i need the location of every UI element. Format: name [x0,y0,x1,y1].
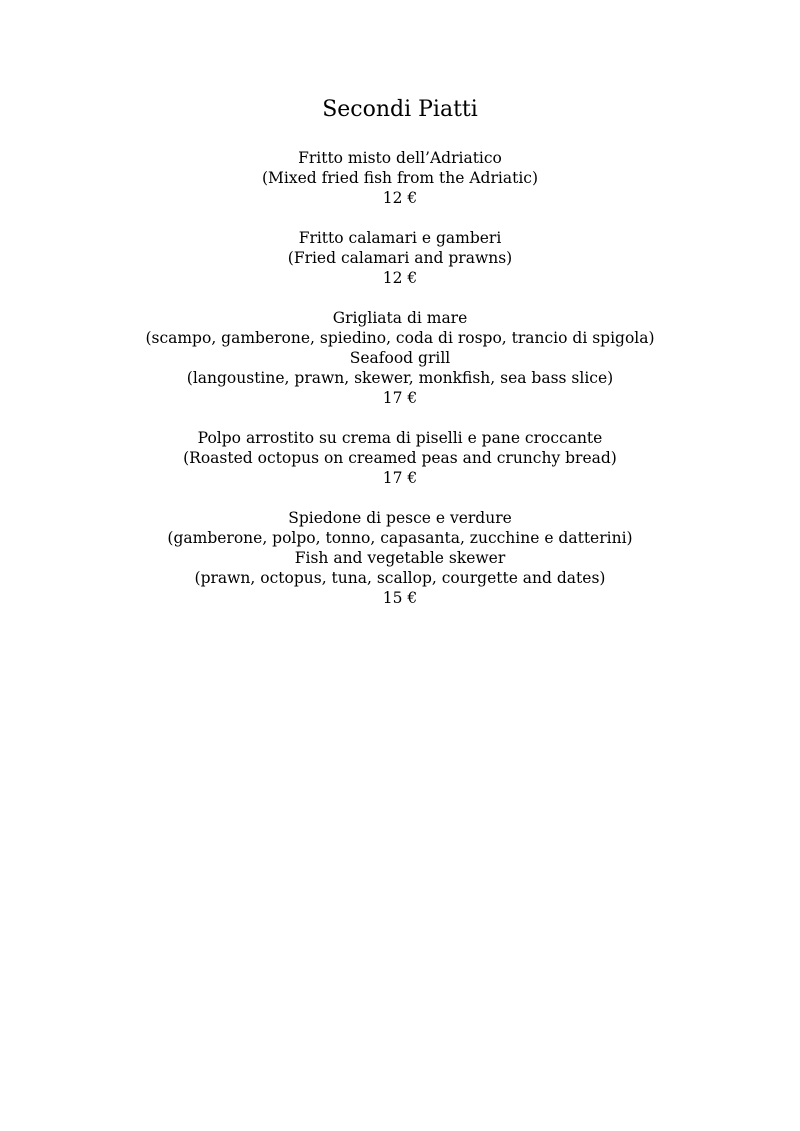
dish-name-italian: Spiedone di pesce e verdure [288,509,512,527]
dish-name-english: Fish and vegetable skewer [294,549,506,567]
dish-price: 17 € [382,469,418,487]
dish-price: 15 € [382,589,418,607]
dish-description-english: (langoustine, prawn, skewer, monkfish, sea bass slice) [186,369,614,387]
dish-description-italian: (gamberone, polpo, tonno, capasanta, zucchine e datterini) [167,529,633,547]
dish-name-italian: Fritto calamari e gamberi [298,229,502,247]
dish-name-english: (Fried calamari and prawns) [287,249,513,267]
dish-name-italian: Polpo arrostito su crema di piselli e pane croccante [197,429,603,447]
page-title: Secondi Piatti [322,97,478,122]
dish-grigliata-di-mare [0,308,800,408]
dish-polpo-arrostito [0,428,800,488]
dish-fritto-misto [0,148,800,208]
dish-name-italian: Fritto misto dell’Adriatico [298,149,502,167]
dish-list [0,148,800,628]
dish-price: 12 € [382,269,418,287]
dish-fritto-calamari [0,228,800,288]
dish-price: 12 € [382,189,418,207]
dish-description-english: (prawn, octopus, tuna, scallop, courgette and dates) [194,569,606,587]
dish-spiedone [0,508,800,608]
dish-price: 17 € [382,389,418,407]
dish-description-italian: (scampo, gamberone, spiedino, coda di rospo, trancio di spigola) [145,329,655,347]
dish-name-english: (Roasted octopus on creamed peas and crunchy bread) [183,449,617,467]
dish-name-italian: Grigliata di mare [332,309,468,327]
dish-name-english: (Mixed fried fish from the Adriatic) [261,169,539,187]
dish-name-english: Seafood grill [349,349,451,367]
